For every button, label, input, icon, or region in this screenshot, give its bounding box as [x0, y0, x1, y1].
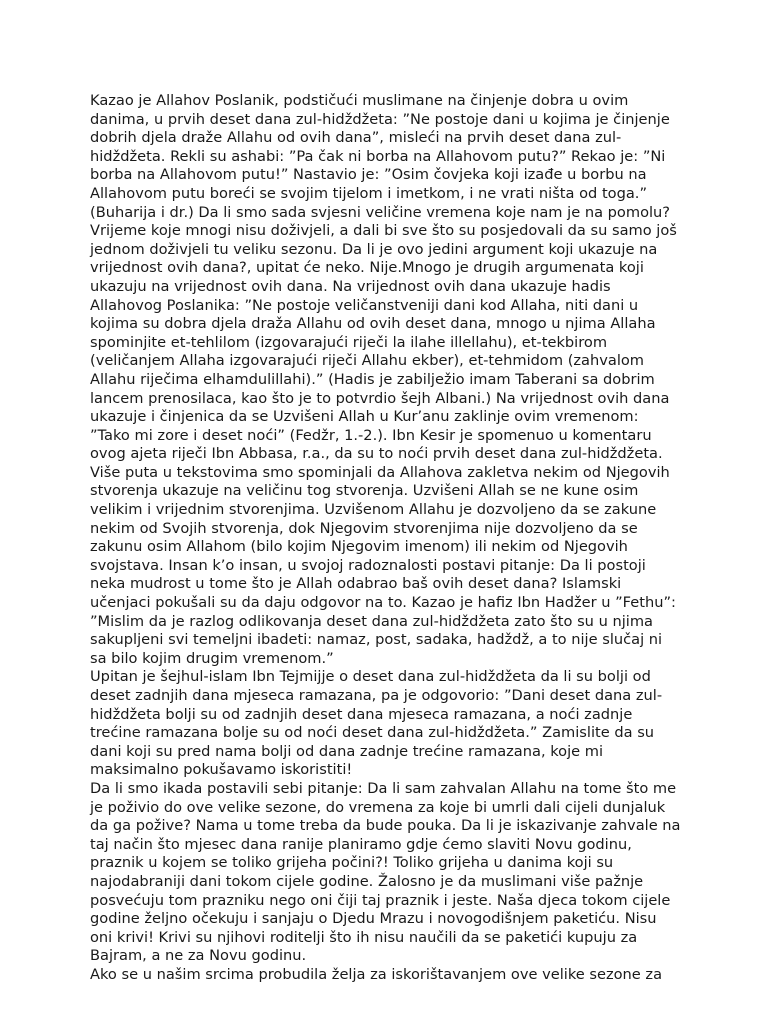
paragraph-hadith-intro: Kazao je Allahov Poslanik, podstičući muslimane na činjenje dobra u ovim danima, u prvih deset dana zul-hidždžeta: ”Ne postoje dani u kojima je činjenje dobrih djela draže Allahu od ovih dana”, misleći na prvih deset dana zul- hidždžeta. Rekli su ashabi: ”Pa čak ni borba na Allahovom putu?” Rekao je: ”Ni borba na Allahovom putu!” Nastavio je: ”Osim čovjeka koji izađe u borbu na Allahovom putu boreći se svojim tijelom i imetkom, i ne vrati ništa od toga.” (Buharija i dr.) Da li smo sada svjesni veličine vremena koje nam je na pomolu? Vrijeme koje mnogi nisu doživjeli, a dali bi sve što su posjedovali da su samo još jednom doživjeli tu veliku sezonu. Da li je ovo jedini argument koji ukazuje na vrijednost ovih dana?, upitat će neko. Nije.Mnogo je drugih argumenata koji ukazuju na vrijednost ovih dana. Na vrijednost ovih dana ukazuje hadis Allahovog Poslanika: ”Ne postoje veličanstveniji dani kod Allaha, niti dani u kojima su dobra djela draža Allahu od ovih deset dana, mnogo u njima Allaha spominjite et-tehlilom (izgovarajući riječi la ilahe illellahu), et-tekbirom (veličanjem Allaha izgovarajući riječi Allahu ekber), et-tehmidom (zahvalom Allahu riječima elhamdulillahi).” (Hadis je zabilježio imam Taberani sa dobrim lancem prenosilaca, kao što je to potvrdio šejh Albani.) Na vrijednost ovih dana ukazuje i činjenica da se Uzvišeni Allah u Kur’anu zaklinje ovim vremenom: ”Tako mi zore i deset noći” (Fedžr, 1.-2.). Ibn Kesir je spomenuo u komentaru ovog ajeta riječi Ibn Abbasa, r.a., da su to noći prvih deset dana zul-hidždžeta. Više puta u tekstovima smo spominjali da Allahova zakletva nekim od Njegovih stvorenja ukazuje na veličinu tog stvorenja. Uzvišeni Allah se ne kune osim velikim i vrijednim stvorenjima. Uzvišenom Allahu je dozvoljeno da se zakune nekim od Svojih stvorenja, dok Njegovim stvorenjima nije dozvoljeno da se zakunu osim Allahom (bilo kojim Njegovim imenom) ili nekim od Njegovih svojstava. Insan k’o insan, u svojoj radoznalosti postavi pitanje: Da li postoji neka mudrost u tome što je Allah odabrao baš ovih deset dana? Islamski učenjaci pokušali su da daju odgovor na to. Kazao je hafiz Ibn Hadžer u ”Fethu”: ”Mislim da je razlog odlikovanja deset dana zul-hidždžeta zato što su u njima sakupljeni svi temeljni ibadeti: namaz, post, sadaka, hadždž, a to nije slučaj ni sa bilo kojim drugim vremenom.”: [90, 92, 677, 667]
paragraph-ibn-tejmijje: Upitan je šejhul-islam Ibn Tejmijje o deset dana zul-hidždžeta da li su bolji od deset zadnjih dana mjeseca ramazana, pa je odgovorio: ”Dani deset dana zul- hidždžeta bolji su od zadnjih deset dana mjeseca ramazana, a noći zadnje trećine ramazana bolje su od noći deset dana zul-hidždžeta.” Zamislite da su dani koji su pred nama bolji od dana zadnje trećine ramazana, koje mi maksimalno pokušavamo iskoristiti!: [90, 668, 663, 779]
document-body: [90, 92, 690, 985]
paragraph-closing: Ako se u našim srcima probudila želja za iskorištavanjem ove velike sezone za: [90, 965, 663, 983]
paragraph-gratitude: Da li smo ikada postavili sebi pitanje: Da li sam zahvalan Allahu na tome što me je poživio do ove velike sezone, do vremena za koje bi umrli dali cijeli dunjaluk da ga požive? Nama u tome treba da bude pouka. Da li je iskazivanje zahvale na taj način što mjesec dana ranije planiramo gdje ćemo slaviti Novu godinu, praznik u kojem se toliko grijeha počini?! Toliko grijeha u danima koji su najodabraniji dani tokom cijele godine. Žalosno je da muslimani više pažnje posvećuju tom prazniku nego oni čiji taj praznik i jeste. Naša djeca tokom cijele godine željno očekuju i sanjaju o Djedu Mrazu i novogodišnjem paketiću. Nisu oni krivi! Krivi su njihovi roditelji što ih nisu naučili da se paketići kupuju za Bajram, a ne za Novu godinu.: [90, 779, 681, 965]
